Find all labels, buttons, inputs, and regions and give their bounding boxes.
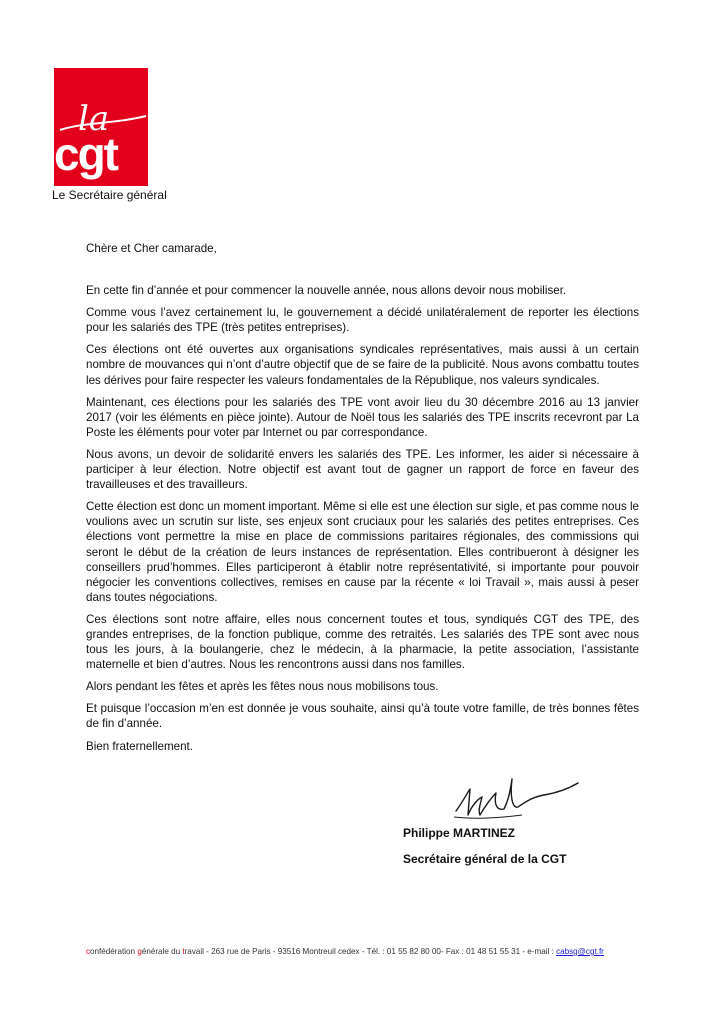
footer-org-part: onfédération [90,947,138,956]
paragraph: Cette élection est donc un moment important. Même si elle est une élection sur sigle, et pas comme nous le voulions avec un scrutin sur liste, ses enjeux sont cruciaux pour les salariés des petites entreprises. Ces élections vont permettre la mise en place de commissions paritaires régionales, des commissions qui seront le début de la création de leurs instances de représentation. Elles contribueront à désigner les conseillers prud’hommes. Elles participeront à établir notre représentativité, si importante pour pouvoir négocier les conventions collectives, remises en cause par la récente « loi Travail », mais aussi à peser dans toutes négociations. [86,500,639,604]
handwritten-signature [452,775,582,823]
paragraph: Et puisque l’occasion m’en est donnée je vous souhaite, ainsi qu’à toute votre famille, de très bonnes fêtes de fin d’année. [86,702,639,731]
paragraph: Nous avons, un devoir de solidarité envers les salariés des TPE. Les informer, les aider si nécessaire à participer à leur élection. Notre objectif est avant tout de gagner un rapport de force en faveur des travailleuses et des travailleurs. [86,447,639,492]
footer-org-part: ravail [184,947,204,956]
footer-address: - 263 rue de Paris - 93516 Montreuil cedex - Tél. : 01 55 82 80 00- Fax : 01 48 51 55 31 - e-mail : [203,947,557,956]
paragraph: Ces élections ont été ouvertes aux organisations syndicales représentatives, mais aussi à un certain nombre de mouvances qui n’ont d’autre objectif que de se faire de la publicité. Nous avons combattu toutes les dérives pour faire respecter les valeurs fondamentales de la République, nos valeurs syndicales. [86,343,639,387]
footer-org-part: énérale du [141,947,183,956]
signature-block [403,826,566,878]
signatory-name: Philippe MARTINEZ [403,826,515,840]
paragraph: Comme vous l’avez certainement lu, le gouvernement a décidé unilatéralement de reporter les élections pour les salariés des TPE (très petites entreprises). [86,306,639,335]
letter-body [86,241,639,761]
signatory-role: Secrétaire général de la CGT [403,852,567,866]
footer-email-link[interactable]: cabsg@cgt.fr [556,947,604,956]
footer [86,947,639,956]
logo-script-text: la [78,99,110,139]
footer-initial-t: t [182,947,185,956]
paragraph: Ces élections sont notre affaire, elles nous concernent toutes et tous, syndiqués CGT des TPE, des grandes entreprises, de la fonction publique, comme des retraités. Les salariés des TPE sont avec nous tous les jours, à la boulangerie, chez le médecin, à la pharmacie, la petite association, l’assistante maternelle et bien d’autres. Nous les rencontrons aussi dans nos familles. [86,612,639,672]
secretary-label: Le Secrétaire général [52,188,167,202]
footer-initial-c: c [86,947,91,956]
footer-initial-g: g [137,947,142,956]
paragraph: Alors pendant les fêtes et après les fêtes nous nous mobilisons tous. [86,680,439,694]
salutation: Chère et Cher camarade, [86,242,217,255]
cgt-logo [54,68,148,186]
cgt-logo-graphic [54,68,148,186]
logo-main-text: cgt [54,128,117,180]
closing: Bien fraternellement. [86,739,193,753]
paragraph: En cette fin d’année et pour commencer la nouvelle année, nous allons devoir nous mobiliser. [86,284,567,298]
paragraph: Maintenant, ces élections pour les salariés des TPE vont avoir lieu du 30 décembre 2016 au 13 janvier 2017 (voir les éléments en pièce jointe). Autour de Noël tous les salariés des TPE inscrits recevront par La Poste les éléments pour voter par Internet ou par correspondance. [86,395,639,439]
